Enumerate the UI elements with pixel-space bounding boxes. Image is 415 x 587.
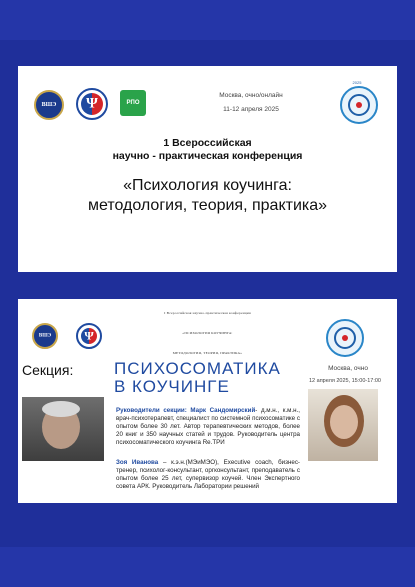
section-label: Секция: <box>22 362 74 378</box>
hse-logo-text: ВШЭ <box>38 333 52 339</box>
leader2-description: – к.э.н.(МЭиМЭО), Executive coach, бизнес-тренер, психолог-консультант, оргконсультант, преподаватель с опытом более 25 лет, супервизор коучей. Член Экспертного совета АРК. Руководитель Лаборатории решений <box>116 459 300 490</box>
hse-logo <box>32 323 58 349</box>
conference-logo <box>326 319 364 357</box>
leader2-name: Зоя Иванова <box>116 459 159 466</box>
conference-logo-year: 2025 <box>352 80 362 85</box>
section-title-line1: ПСИХОСОМАТИКА <box>114 359 281 378</box>
section-title-line2: В КОУЧИНГЕ <box>114 377 230 396</box>
hse-logo-text: ВШЭ <box>41 102 57 108</box>
leader2-photo-face <box>330 405 358 439</box>
bottom-header-line3: МЕТОДОЛОГИЯ, ТЕОРИЯ, ПРАКТИКА» <box>172 351 243 355</box>
leaders-label: Руководители секции: Марк Сандомирский <box>116 407 256 414</box>
conference-number: 1 Всероссийская <box>163 137 252 149</box>
psychology-logo <box>76 323 102 349</box>
conference-logo-dot <box>342 335 348 341</box>
event-location: Москва, очно/онлайн <box>219 92 283 99</box>
leader2-photo <box>308 389 378 461</box>
bottom-slide <box>18 299 397 503</box>
bottom-header-line1: I Всероссийская научно-практическая конференция <box>164 311 251 315</box>
rpo-logo-text: РПО <box>126 100 140 106</box>
conference-logo <box>340 86 378 124</box>
psychology-logo-text: Ψ <box>86 95 98 112</box>
bottom-datetime: 12 апреля 2025, 15:00-17:00 <box>309 378 381 384</box>
leader1-description: - д.м.н., к.м.н., врач-психотерапевт, специалист по системной психосоматике с опытом более 30 лет. Автор терапевтических методов, более 20 книг и 350 научных статей и трудов. Руководитель центра психосоматического коучинга Re.TPИ <box>116 407 300 446</box>
conference-title-line2: методология, теория, практика» <box>87 197 328 214</box>
bottom-location: Москва, очно <box>328 365 368 372</box>
conference-type: научно - практическая конференция <box>112 150 303 162</box>
conference-logo-dot <box>356 102 362 108</box>
conference-title-line1: «Психология коучинга: <box>123 177 292 194</box>
leader1-bio <box>116 407 300 447</box>
bottom-header-line2: «ПСИХОЛОГИЯ КОУЧИНГА: <box>182 331 233 335</box>
top-slide <box>18 66 397 272</box>
leader1-photo <box>22 397 104 461</box>
rpo-logo <box>120 90 146 116</box>
hse-logo <box>34 90 64 120</box>
event-dates: 11-12 апреля 2025 <box>223 106 279 113</box>
background-stripe <box>0 547 415 587</box>
leader1-photo-hair <box>42 401 80 417</box>
background-stripe <box>0 0 415 40</box>
leader2-bio <box>116 459 300 491</box>
psychology-logo-text: Ψ <box>84 328 94 343</box>
psychology-logo <box>76 88 108 120</box>
